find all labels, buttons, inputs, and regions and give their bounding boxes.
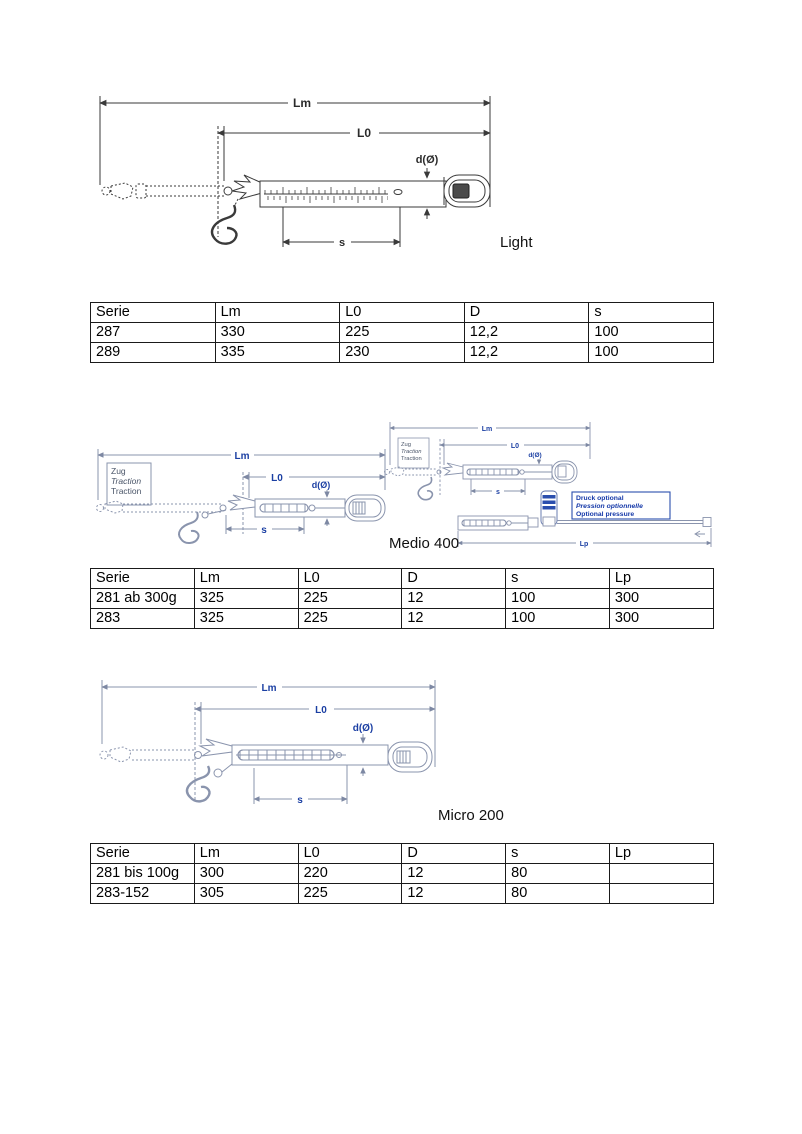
table-row bbox=[91, 884, 714, 904]
medio-small-dim-l0: L0 bbox=[510, 443, 520, 450]
medio-small-dim-lm: Lm bbox=[481, 426, 493, 433]
cell: 12 bbox=[402, 589, 506, 609]
micro-dim-lm: Lm bbox=[261, 683, 277, 694]
light-dim-l0: L0 bbox=[356, 126, 372, 140]
table-row bbox=[91, 323, 714, 343]
micro-dim-s: s bbox=[297, 795, 303, 806]
header-cell: Lm bbox=[215, 303, 340, 323]
micro-dim-d: d(Ø) bbox=[352, 723, 374, 734]
zug-line2: Traction bbox=[111, 476, 142, 486]
cell: 281 ab 300g bbox=[91, 589, 195, 609]
medio-drawing-left bbox=[93, 442, 393, 547]
micro-dimension-lines bbox=[102, 680, 435, 804]
header-cell: L0 bbox=[340, 303, 465, 323]
light-dimension-labels bbox=[293, 96, 439, 249]
cell: 335 bbox=[215, 343, 340, 363]
cell bbox=[609, 864, 713, 884]
light-dim-lm: Lm bbox=[293, 96, 311, 110]
zug-line3: Traction bbox=[401, 456, 422, 462]
spring-coil bbox=[238, 750, 334, 760]
header-cell: D bbox=[402, 844, 506, 864]
cell: 12 bbox=[402, 884, 506, 904]
medio-dim-lm: Lm bbox=[234, 451, 250, 462]
header-cell: D bbox=[402, 569, 506, 589]
header-cell: Serie bbox=[91, 844, 195, 864]
cell: 325 bbox=[194, 609, 298, 629]
handle-loop-icon bbox=[345, 495, 385, 521]
clip-icon bbox=[195, 739, 233, 759]
medio-small-dim-s: s bbox=[496, 489, 500, 496]
druck-line1: Druck optional bbox=[576, 495, 624, 502]
s-hook-icon bbox=[212, 199, 238, 244]
header-cell: L0 bbox=[298, 844, 402, 864]
micro-drawing bbox=[92, 672, 462, 812]
table-row bbox=[91, 343, 714, 363]
header-cell: s bbox=[506, 844, 610, 864]
cell: 80 bbox=[506, 864, 610, 884]
phantom-hook-icon bbox=[100, 747, 194, 762]
cell: 281 bis 100g bbox=[91, 864, 195, 884]
cell: 325 bbox=[194, 589, 298, 609]
light-table bbox=[90, 302, 714, 363]
clip-icon bbox=[437, 463, 463, 475]
light-dimension-lines bbox=[100, 96, 490, 247]
spring-coil bbox=[260, 504, 308, 512]
zug-line2: Traction bbox=[401, 449, 422, 455]
zug-traction-box bbox=[107, 463, 151, 505]
cell: 300 bbox=[609, 609, 713, 629]
cell: 305 bbox=[194, 884, 298, 904]
header-cell: Lp bbox=[609, 569, 713, 589]
cell: 283-152 bbox=[91, 884, 195, 904]
medio-caption: Medio 400 bbox=[389, 535, 460, 552]
cell: 225 bbox=[298, 589, 402, 609]
cell: 80 bbox=[506, 884, 610, 904]
cell: 300 bbox=[194, 864, 298, 884]
cell: 283 bbox=[91, 609, 195, 629]
cell: 12,2 bbox=[464, 343, 589, 363]
zug-traction-box-small bbox=[398, 438, 429, 468]
druck-optional-box bbox=[572, 492, 670, 519]
druck-line3: Optional pressure bbox=[576, 511, 635, 518]
medio-dim-s: s bbox=[261, 525, 267, 536]
cell: 100 bbox=[506, 609, 610, 629]
header-cell: Serie bbox=[91, 303, 216, 323]
header-cell: Lm bbox=[194, 844, 298, 864]
cell: 289 bbox=[91, 343, 216, 363]
micro-dim-l0: L0 bbox=[315, 705, 327, 716]
cell: 287 bbox=[91, 323, 216, 343]
header-cell: s bbox=[506, 569, 610, 589]
medio-table bbox=[90, 568, 714, 629]
header-cell: Lm bbox=[194, 569, 298, 589]
table-row bbox=[91, 609, 714, 629]
cell: 300 bbox=[609, 589, 713, 609]
micro-scale-body bbox=[100, 739, 432, 801]
header-cell: Serie bbox=[91, 569, 195, 589]
rod-end-cap bbox=[703, 518, 711, 527]
cell: 330 bbox=[215, 323, 340, 343]
table-row bbox=[91, 864, 714, 884]
clip-icon bbox=[220, 495, 255, 511]
medio-dim-l0: L0 bbox=[271, 473, 283, 484]
phantom-hook-icon bbox=[102, 183, 226, 199]
cell: 12 bbox=[402, 864, 506, 884]
druck-line2: Pression optionnelle bbox=[576, 503, 643, 510]
handle-loop-icon bbox=[444, 175, 490, 207]
zug-line1: Zug bbox=[111, 466, 126, 476]
s-hook-icon bbox=[418, 477, 432, 500]
light-drawing bbox=[92, 85, 502, 255]
cell: 12,2 bbox=[464, 323, 589, 343]
cell: 225 bbox=[340, 323, 465, 343]
zug-line1: Zug bbox=[401, 442, 411, 448]
cell: 100 bbox=[506, 589, 610, 609]
pressure-attachment-icon bbox=[541, 491, 557, 526]
cell: 12 bbox=[402, 609, 506, 629]
table-header-row bbox=[91, 844, 714, 864]
light-dim-s: s bbox=[338, 237, 346, 249]
header-cell: L0 bbox=[298, 569, 402, 589]
cell bbox=[609, 884, 713, 904]
cell: 100 bbox=[589, 343, 714, 363]
zug-line3: Traction bbox=[111, 486, 142, 496]
micro-table bbox=[90, 843, 714, 904]
medio-small-dim-lp: Lp bbox=[579, 541, 589, 548]
table-header-row bbox=[91, 303, 714, 323]
cell: 100 bbox=[589, 323, 714, 343]
medio-drawing-right bbox=[383, 413, 718, 553]
header-cell: Lp bbox=[609, 844, 713, 864]
light-caption: Light bbox=[500, 234, 533, 251]
s-hook-icon bbox=[179, 510, 226, 543]
table-row bbox=[91, 589, 714, 609]
cell: 230 bbox=[340, 343, 465, 363]
handle-loop-icon bbox=[552, 461, 577, 483]
s-hook-icon bbox=[187, 764, 232, 801]
clip-icon bbox=[224, 175, 262, 199]
light-scale-body bbox=[102, 175, 490, 244]
table-header-row bbox=[91, 569, 714, 589]
micro-caption: Micro 200 bbox=[438, 807, 504, 824]
push-direction-arrow-icon bbox=[695, 531, 705, 537]
cell: 225 bbox=[298, 884, 402, 904]
medio-small-dim-d: d(Ø) bbox=[528, 452, 542, 459]
header-cell: D bbox=[464, 303, 589, 323]
medio-dim-d: d(Ø) bbox=[311, 480, 331, 490]
header-cell: s bbox=[589, 303, 714, 323]
light-dim-d: d(Ø) bbox=[415, 154, 439, 166]
cell: 220 bbox=[298, 864, 402, 884]
cell: 225 bbox=[298, 609, 402, 629]
spring-coil bbox=[467, 469, 519, 475]
handle-loop-icon bbox=[388, 742, 432, 772]
